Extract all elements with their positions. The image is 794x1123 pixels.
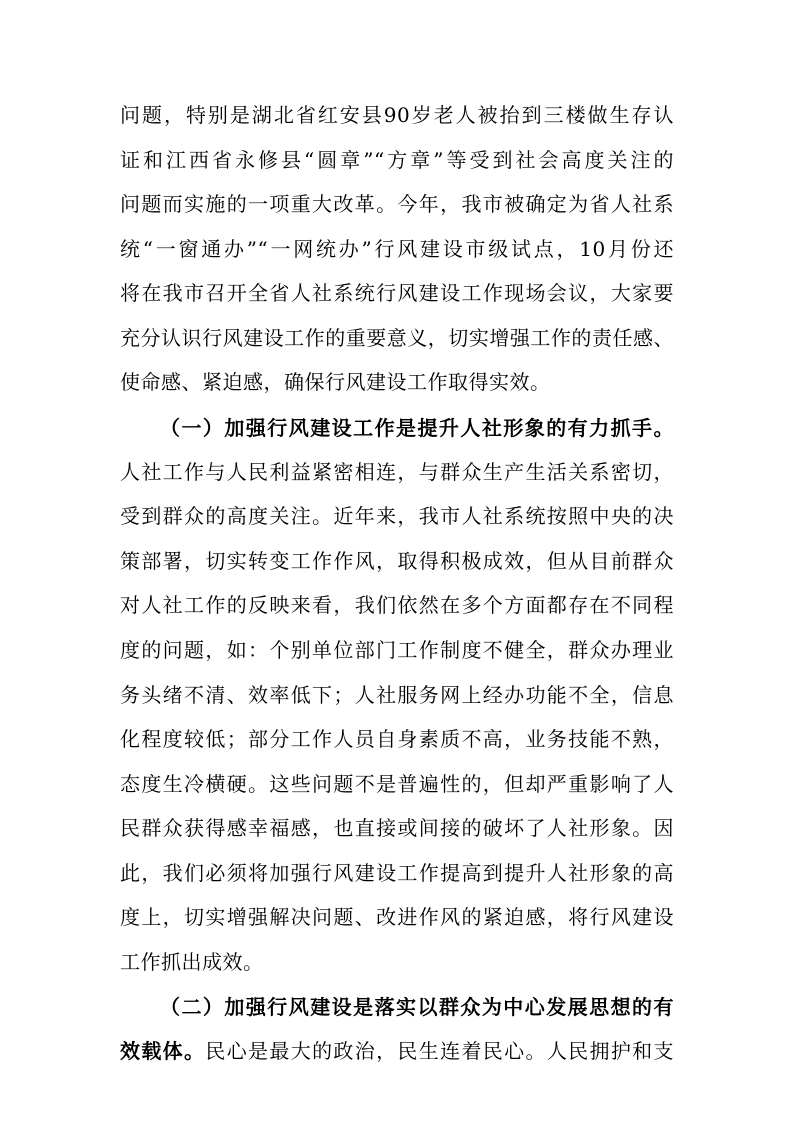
paragraph-2-line-6: 务头绪不清、效率低下；人社服务网上经办功能不全，信息 xyxy=(120,683,674,707)
section-heading-2: （二）加强行风建设是落实以群众为中心发展思想的有 xyxy=(160,995,674,1019)
paragraph-2-line-4: 对人社工作的反映来看，我们依然在多个方面都存在不同程 xyxy=(120,593,674,617)
paragraph-2-line-9: 民群众获得感幸福感，也直接或间接的破坏了人社形象。因 xyxy=(120,816,674,840)
paragraph-1-line-3: 问题而实施的一项重大改革。今年，我市被确定为省人社系 xyxy=(120,192,674,216)
paragraph-2-line-12: 工作抓出成效。 xyxy=(120,950,264,974)
paragraph-3-line-1 xyxy=(120,1037,674,1065)
paragraph-1-line-2: 证和江西省永修县“圆章”“方章”等受到社会高度关注的 xyxy=(120,148,674,172)
section-heading-1: （一）加强行风建设工作是提升人社形象的有力抓手。 xyxy=(160,416,674,440)
paragraph-1-line-7: 使命感、紧迫感，确保行风建设工作取得实效。 xyxy=(120,370,551,394)
paragraph-2-line-11: 度上，切实增强解决问题、改进作风的紧迫感，将行风建设 xyxy=(120,905,674,929)
paragraph-3-text: 民心是最大的政治，民生连着民心。人民拥护和支 xyxy=(205,1039,675,1063)
paragraph-2-line-1: 人社工作与人民利益紧密相连，与群众生产生活关系密切， xyxy=(120,460,674,484)
section-heading-2-continuation: 效载体。 xyxy=(120,1039,206,1063)
paragraph-1-line-5: 将在我市召开全省人社系统行风建设工作现场会议，大家要 xyxy=(120,281,674,305)
paragraph-2-line-7: 化程度较低；部分工作人员自身素质不高，业务技能不熟， xyxy=(120,727,674,751)
paragraph-1-line-6: 充分认识行风建设工作的重要意义，切实增强工作的责任感、 xyxy=(120,326,674,350)
paragraph-2-line-3: 策部署，切实转变工作作风，取得积极成效，但从目前群众 xyxy=(120,549,674,573)
paragraph-1-line-4: 统“一窗通办”“一网统办”行风建设市级试点，10月份还 xyxy=(120,237,674,261)
paragraph-2-line-2: 受到群众的高度关注。近年来，我市人社系统按照中央的决 xyxy=(120,504,674,528)
paragraph-2-line-10: 此，我们必须将加强行风建设工作提高到提升人社形象的高 xyxy=(120,861,674,885)
paragraph-1-line-1: 问题，特别是湖北省红安县90岁老人被抬到三楼做生存认 xyxy=(120,103,674,127)
paragraph-2-line-8: 态度生冷横硬。这些问题不是普遍性的，但却严重影响了人 xyxy=(120,772,674,796)
paragraph-2-line-5: 度的问题，如：个别单位部门工作制度不健全，群众办理业 xyxy=(120,638,674,662)
